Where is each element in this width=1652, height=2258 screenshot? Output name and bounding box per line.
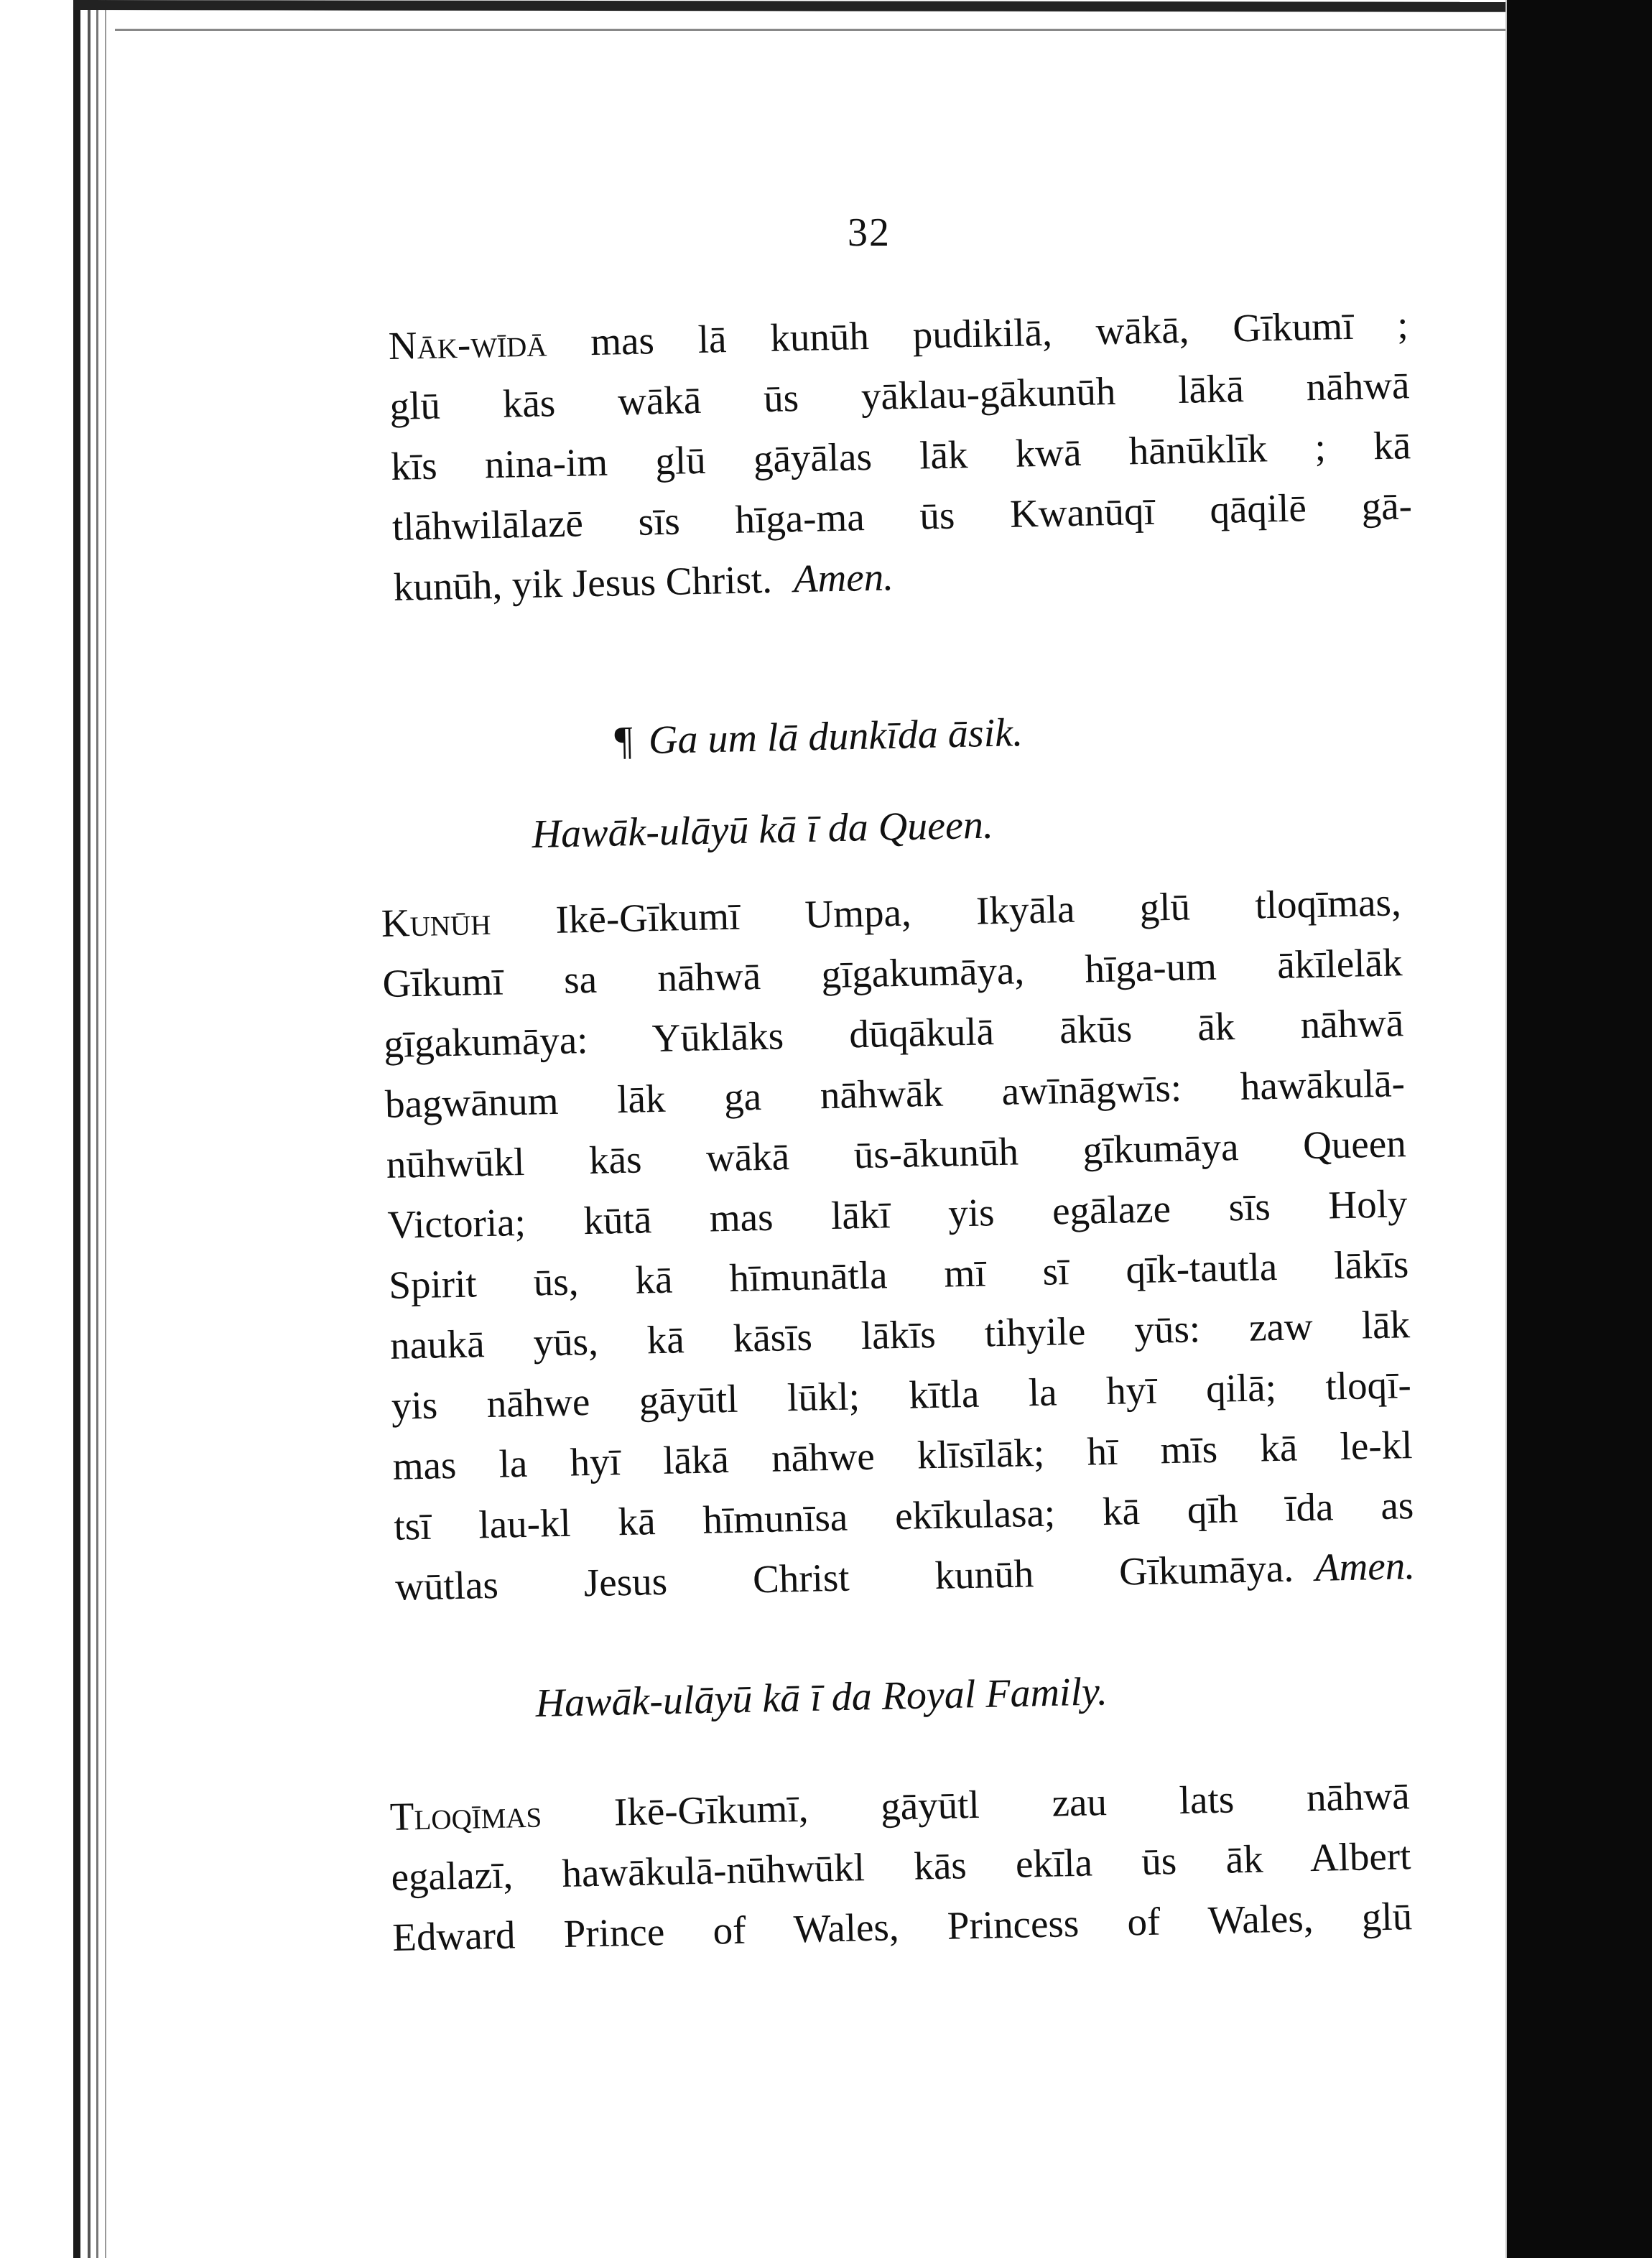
text-line: mas la hyī lākā nāhwe klīsīlāk; hī mīs kā le-kl bbox=[392, 1423, 1414, 1488]
text-line: nūhwūkl kās wākā ūs-ākunūh gīkumāya Queen bbox=[386, 1121, 1407, 1186]
text-line: Kunūh Ikē-Gīkumī Umpa, Ikyāla glū tloqīmas, bbox=[381, 880, 1402, 945]
amen: Amen. bbox=[1314, 1543, 1416, 1589]
binding-edge-line bbox=[88, 0, 91, 2258]
section-heading: Hawāk-ulāyū kā ī da Royal Family. bbox=[535, 1669, 1108, 1726]
text-line: Spirit ūs, kā hīmunātla mī sī qīk-tautla lākīs bbox=[388, 1242, 1409, 1307]
top-border-line bbox=[115, 29, 1508, 31]
text-line: egalazī, hawākulā-nūhwūkl kās ekīla ūs āk Albert bbox=[390, 1834, 1411, 1899]
text-line: Gīkumī sa nāhwā gīgakumāya, hīga-um ākīlelāk bbox=[381, 940, 1403, 1005]
opening-word: Tloqīmas bbox=[389, 1791, 542, 1839]
amen: Amen. bbox=[793, 554, 894, 601]
text-line: wūtlas Jesus Christ kunūh Gīkumāya. Amen. bbox=[394, 1543, 1416, 1609]
text-line: Edward Prince of Wales, Princess of Wales, glū bbox=[391, 1894, 1413, 1959]
binding-edge-line bbox=[96, 0, 98, 2258]
text-line: Tloqīmas Ikē-Gīkumī, gāyūtl zau lats nāhwā bbox=[389, 1773, 1411, 1839]
section-heading: Hawāk-ulāyū kā ī da Queen. bbox=[532, 802, 994, 857]
prayer-paragraph bbox=[388, 294, 1414, 618]
prayer-paragraph bbox=[389, 1765, 1413, 1968]
prayer-paragraph bbox=[381, 872, 1416, 1617]
opening-word: Nāk-wīdā bbox=[388, 320, 547, 368]
rubric: ¶ Ga um lā dunkīda āsik. bbox=[614, 710, 1024, 763]
opening-word: Kunūh bbox=[381, 898, 491, 945]
text-line: tlāhwilālazē sīs hīga-ma ūs Kwanūqī qāqilē gā- bbox=[391, 483, 1413, 549]
binding-edge bbox=[73, 0, 80, 2258]
text-line: yis nāhwe gāyūtl lūkl; kītla la hyī qilā; tloqī- bbox=[391, 1362, 1412, 1428]
page-number: 32 bbox=[848, 210, 891, 255]
text-line: kunūh, yik Jesus Christ. Amen. bbox=[393, 554, 894, 609]
pilcrow-mark: ¶ bbox=[614, 718, 634, 763]
text-line: tsī lau-kl kā hīmunīsa ekīkulasa; kā qīh īda as bbox=[393, 1483, 1414, 1548]
text-line: kīs nina-im glū gāyālas lāk kwā hānūklīk ; kā bbox=[390, 423, 1411, 488]
text-line: naukā yūs, kā kāsīs lākīs tihyile yūs: zaw lāk bbox=[389, 1302, 1411, 1367]
text-line: Victoria; kūtā mas lākī yis egālaze sīs Holy bbox=[387, 1181, 1408, 1247]
top-border bbox=[73, 0, 1510, 12]
text-line: Nāk-wīdā mas lā kunūh pudikilā, wākā, Gīkumī ; bbox=[388, 302, 1409, 368]
text-line: gīgakumāya: Yūklāks dūqākulā ākūs āk nāhwā bbox=[383, 1000, 1404, 1066]
text-line: glū kās wākā ūs yāklau-gākunūh lākā nāhwā bbox=[389, 363, 1410, 428]
text-line: bagwānum lāk ga nāhwāk awīnāgwīs: hawākulā- bbox=[384, 1061, 1406, 1126]
left-margin bbox=[0, 0, 72, 2258]
binding-edge-line bbox=[105, 0, 106, 2258]
right-dark-edge bbox=[1507, 0, 1652, 2258]
